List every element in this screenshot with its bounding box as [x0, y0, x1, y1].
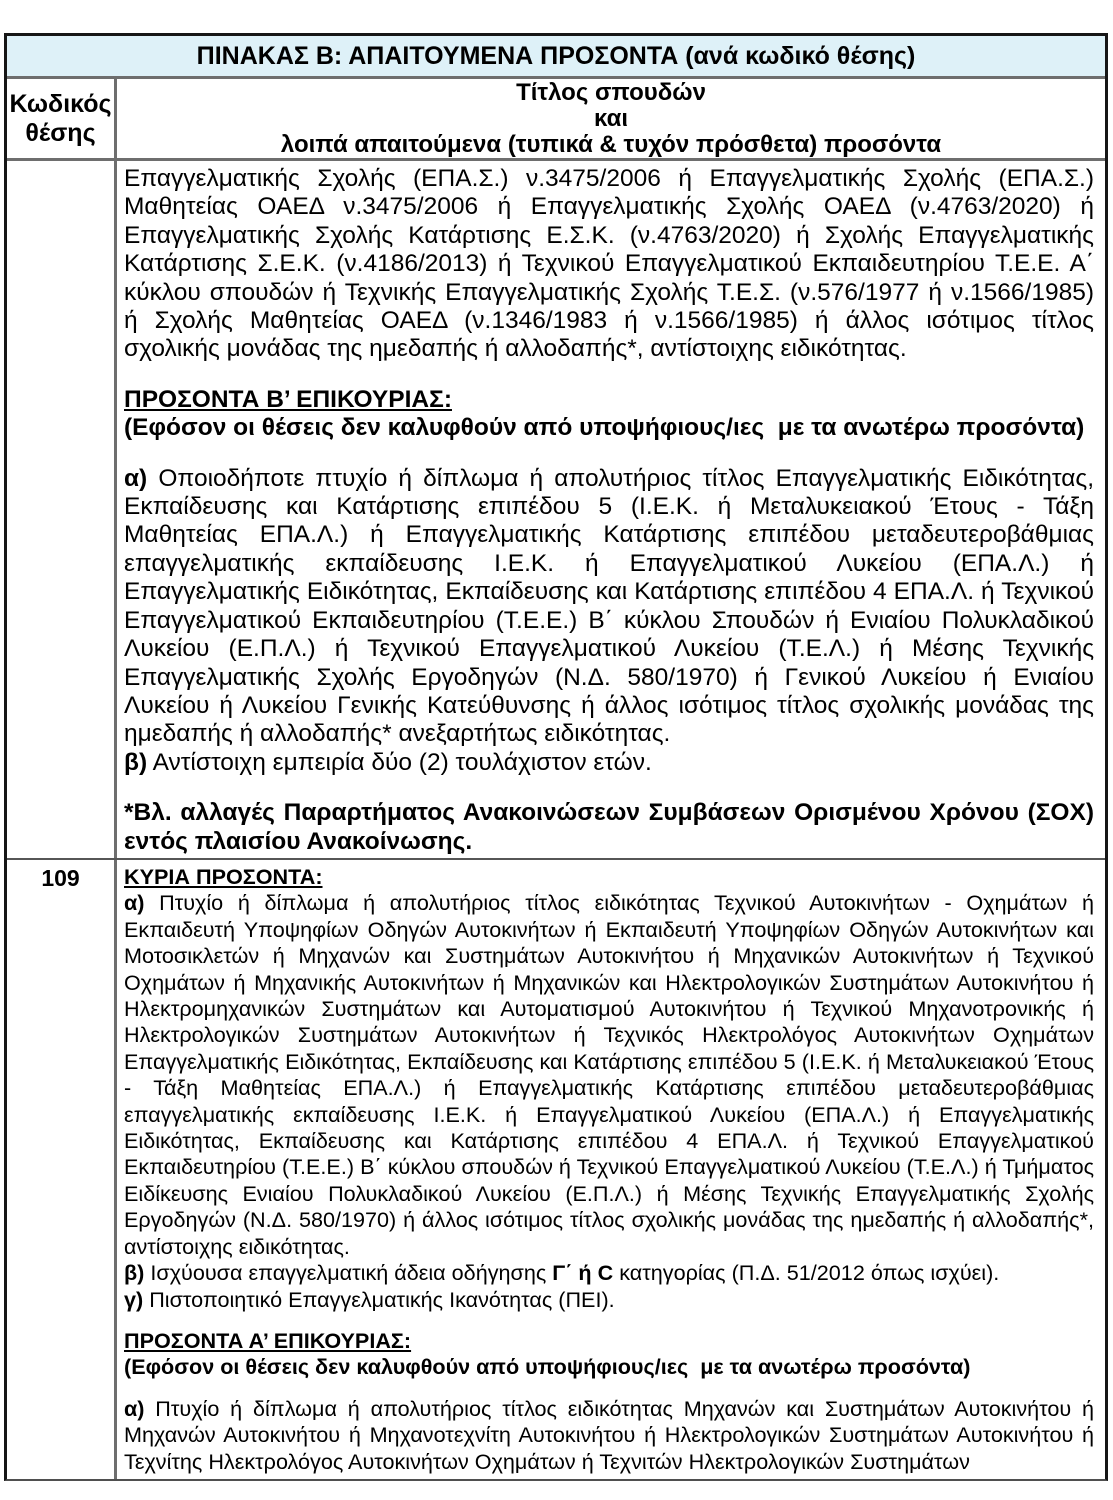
text-segment: (Εφόσον οι θέσεις δεν καλυφθούν από υποψήφιους/ιες με τα ανωτέρω προσόντα) [124, 414, 1085, 442]
text-segment: β) [124, 748, 148, 776]
text-segment: ΚΥΡΙΑ ΠΡΟΣΟΝΤΑ: [124, 864, 323, 889]
text-segment: Οποιοδήποτε πτυχίο ή δίπλωμα ή απολυτήριος τίτλος Επαγγελματικής Ειδικότητας, Εκπαίδευσης και Κατάρτισης επιπέδου 5 (Ι.Ε.Κ. ή Μεταλυκειακού Έτους - Τάξη Μαθητείας ΕΠΑ.Λ.) ή Επαγγελματικής Κατάρτισης επιπέδου μεταδευτεροβάθμιας επαγγελματικής εκπαίδευσης Ι.Ε.Κ. ή Επαγγελματικού Λυκείου (ΕΠΑ.Λ.) ή Επαγγελματικής Ειδικότητας, Εκπαίδευσης και Κατάρτισης επιπέδου 4 ΕΠΑ.Λ. ή Τεχνικού Επαγγελματικού Εκπαιδευτηρίου (Τ.Ε.Ε.) Β΄ κύκλου Σπουδών ή Ενιαίου Πολυκλαδικού Λυκείου (Ε.Π.Λ.) ή Τεχνικού Επαγγελματικού Λυκείου (Τ.Ε.Λ.) ή Μέσης Τεχνικής Επαγγελματικής Σχολής Εργοδηγών (Ν.Δ. 580/1970) ή Γενικού Λυκείου ή Ενιαίου Λυκείου ή Λυκείου Γενικής Κατεύθυνσης ή άλλος ισότιμος τίτλος σχολικής μονάδας της ημεδαπής ή αλλοδαπής* ανεξαρτήτως ειδικότητας. [124, 464, 1094, 748]
table-row [7, 860, 1105, 1479]
text-segment: α) [124, 464, 148, 492]
item-b [124, 749, 1094, 777]
text-segment: Γ΄ ή C [552, 1260, 614, 1286]
kyria-prosonta-heading [124, 864, 1094, 890]
header-line: και [593, 104, 628, 132]
text-segment: κατηγορίας (Π.Δ. 51/2012 όπως ισχύει). [613, 1260, 1000, 1286]
blank-line [124, 1313, 1094, 1328]
text-segment: Πτυχίο ή δίπλωμα ή απολυτήριος τίτλος ειδικότητας Τεχνικού Αυτοκινήτων - Οχημάτων ή Εκπαιδευτή Υποψηφίων Οδηγών Αυτοκινήτων ή Εκπαιδευτή Υποψηφίων Οδηγών Αυτοκινήτων και Μοτοσικλετών ή Μηχανών και Συστημάτων Αυτοκινήτου ή Μηχανικών Αυτοκινήτων ή Τεχνικού Οχημάτων ή Μηχανικής Αυτοκινήτων ή Μηχανικών και Ηλεκτρολογικών Συστημάτων Αυτοκινήτου ή Ηλεκτρομηχανικών Συστημάτων και Αυτοματισμού Αυτοκινήτου ή Τεχνικού Μηχανοτρονικής ή Ηλεκτρολογικών Συστημάτων Αυτοκινήτων ή Τεχνικός Ηλεκτρολόγος Αυτοκινήτων Οχημάτων Επαγγελματικής Ειδικότητας, Εκπαίδευσης και Κατάρτισης επιπέδου 5 (Ι.Ε.Κ. ή Μεταλυκειακού Έτους - Τάξη Μαθητείας ΕΠΑ.Λ.) ή Επαγγελματικής Κατάρτισης επιπέδου μεταδευτεροβάθμιας επαγγελματικής εκπαίδευσης Ι.Ε.Κ. ή Επαγγελματικού Λυκείου (ΕΠΑ.Λ.) ή Επαγγελματικής Ειδικότητας, Εκπαίδευσης και Κατάρτισης επιπέδου 4 ΕΠΑ.Λ. ή Τεχνικού Επαγγελματικού Εκπαιδευτηρίου (Τ.Ε.Ε.) Β΄ κύκλου σπουδών ή Τεχνικού Επαγγελματικού Λυκείου (Τ.Ε.Λ.) ή Τμήματος Ειδίκευσης Ενιαίου Πολυκλαδικού Λυκείου (Ε.Π.Λ.) ή Μέσης Τεχνικής Επαγγελματικής Σχολής Εργοδηγών (Ν.Δ. 580/1970) ή άλλος ισότιμος τίτλος σχολικής μονάδας της ημεδαπής ή αλλοδαπής*, αντίστοιχης ειδικότητας. [124, 890, 1094, 1259]
position-code-cell: 109 [7, 860, 117, 1479]
efoson-note [124, 1354, 1094, 1380]
header-line: λοιπά απαιτούμενα (τυπικά & τυχόν πρόσθετα) προσόντα [280, 130, 942, 158]
header-line: Τίτλος σπουδών [516, 78, 706, 106]
efoson-note [124, 414, 1094, 442]
table-body [7, 161, 1105, 1479]
item-a [124, 890, 1094, 1260]
position-code-cell [7, 161, 117, 858]
text-segment: Ισχύουσα επαγγελματική άδεια οδήγησης [144, 1260, 553, 1286]
prosonta-b-epikourias-heading [124, 386, 1094, 414]
prosonta-a-epikourias-heading [124, 1328, 1094, 1354]
header-titlos-spoudon [117, 79, 1105, 158]
table-header-row [7, 79, 1105, 161]
item-a-epikourias [124, 1396, 1094, 1475]
text-segment: α) [124, 1395, 145, 1421]
blank-line [124, 1381, 1094, 1396]
text-segment: Πιστοποιητικό Επαγγελματικής Ικανότητας (ΠΕΙ). [143, 1286, 615, 1312]
text-segment: α) [124, 890, 145, 916]
header-kodikos-thesis: Κωδικός θέσης [7, 79, 117, 158]
item-a [124, 465, 1094, 749]
text-segment: (Εφόσον οι θέσεις δεν καλυφθούν από υποψήφιους/ιες με τα ανωτέρω προσόντα) [124, 1354, 971, 1380]
text-segment: Πτυχίο ή δίπλωμα ή απολυτήριος τίτλος ειδικότητας Μηχανών και Συστημάτων Αυτοκινήτου ή Μηχανών Αυτοκινήτου ή Μηχανοτεχνίτη Αυτοκινήτου ή Ηλεκτρολογικών Συστημάτων Αυτοκινήτου ή Τεχνίτης Ηλεκτρολόγος Αυτοκινήτων Οχημάτων ή Τεχνιτών Ηλεκτρολογικών Συστημάτων [124, 1395, 1094, 1474]
blank-line [124, 777, 1094, 799]
blank-line [124, 443, 1094, 465]
text-segment: γ) [124, 1286, 144, 1312]
text-segment: *Βλ. αλλαγές Παραρτήματος Ανακοινώσεων Συμβάσεων Ορισμένου Χρόνου (ΣΟΧ) εντός πλαισίου Ανακοίνωσης. [124, 799, 1094, 855]
text-segment: Αντίστοιχη εμπειρία δύο (2) τουλάχιστον ετών. [147, 748, 652, 776]
continuation-paragraph [124, 165, 1094, 364]
blank-line [124, 364, 1094, 386]
text-segment: β) [124, 1260, 145, 1286]
qualifications-cell [117, 161, 1105, 858]
text-segment: ΠΡΟΣΟΝΤΑ Β’ ΕΠΙΚΟΥΡΙΑΣ: [124, 385, 452, 413]
text-segment: Επαγγελματικής Σχολής (ΕΠΑ.Σ.) ν.3475/2006 ή Επαγγελματικής Σχολής (ΕΠΑ.Σ.) Μαθητείας ΟΑΕΔ ν.3475/2006 ή Επαγγελματικής Σχολής ΟΑΕΔ (ν.4763/2020) ή Επαγγελματικής Σχολής Κατάρτισης Ε.Σ.Κ. (ν.4763/2020) ή Σχολής Επαγγελματικής Κατάρτισης Σ.Ε.Κ. (ν.4186/2013) ή Τεχνικού Επαγγελματικού Εκπαιδευτηρίου Τ.Ε.Ε. Α΄ κύκλου σπουδών ή Τεχνικής Επαγγελματικής Σχολής Τ.Ε.Σ. (ν.576/1977 ή ν.1566/1985) ή Σχολής Μαθητείας ΟΑΕΔ (ν.1346/1983 ή ν.1566/1985) ή άλλος ισότιμος τίτλος σχολικής μονάδας της ημεδαπής ή αλλοδαπής*, αντίστοιχης ειδικότητας. [124, 165, 1094, 363]
pinakas-b-table [4, 33, 1108, 1481]
asterisk-note [124, 799, 1094, 856]
table-row [7, 161, 1105, 860]
item-c [124, 1287, 1094, 1313]
qualifications-cell [117, 860, 1105, 1479]
table-title: ΠΙΝΑΚΑΣ Β: ΑΠΑΙΤΟΥΜΕΝΑ ΠΡΟΣΟΝΤΑ (ανά κωδικό θέσης) [7, 36, 1105, 79]
text-segment: ΠΡΟΣΟΝΤΑ Α’ ΕΠΙΚΟΥΡΙΑΣ: [124, 1327, 412, 1353]
item-b [124, 1260, 1094, 1286]
